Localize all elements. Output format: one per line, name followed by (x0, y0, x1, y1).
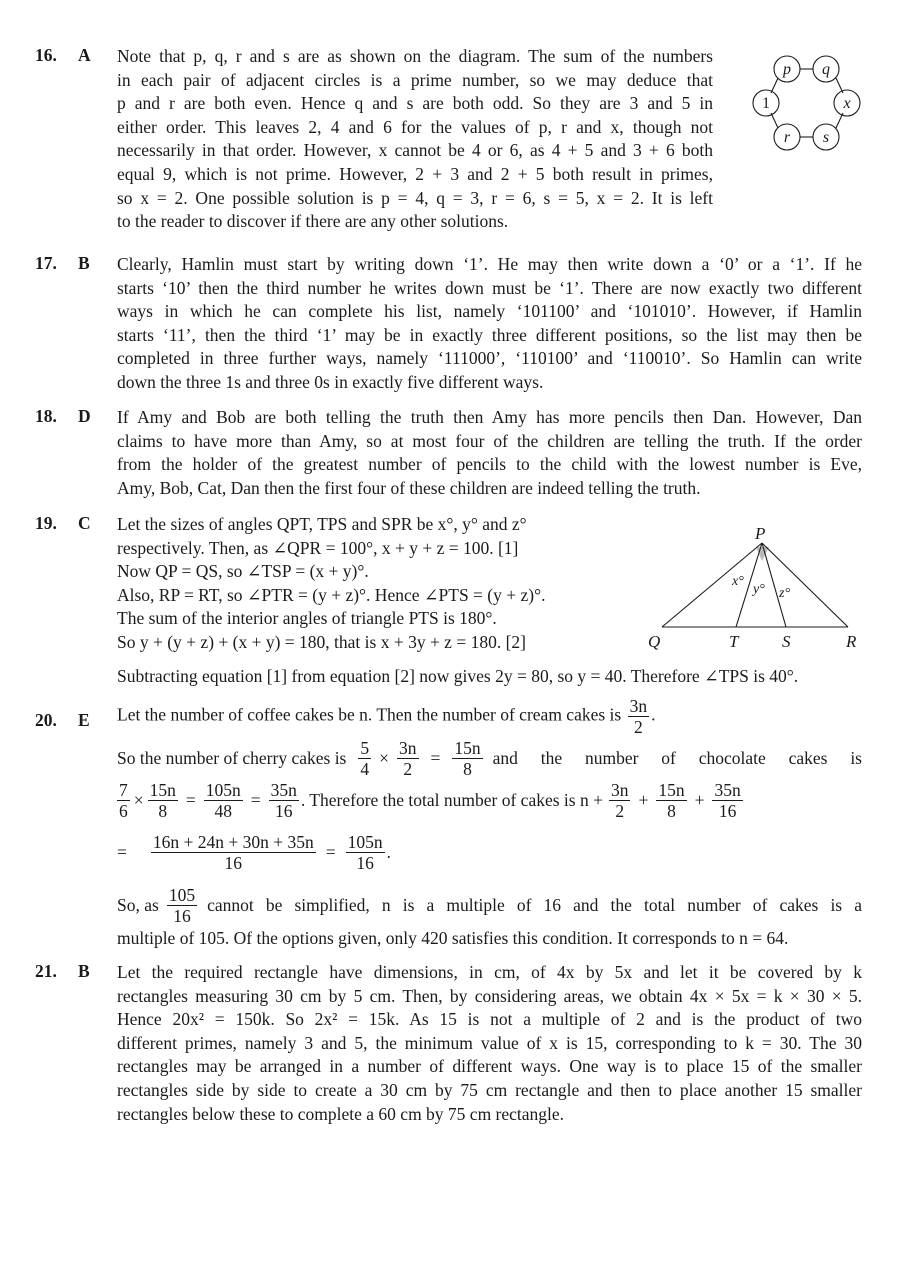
text-line: Hence 20x² = 150k. So 2x² = 15k. As 15 is not a multiple of 2 and is the product of two (117, 1009, 862, 1030)
numerator: 3n (629, 696, 648, 716)
label-T: T (729, 632, 739, 651)
final-line (117, 665, 862, 689)
fraction (151, 832, 316, 873)
numerator: 105n (347, 832, 383, 852)
fraction (358, 738, 371, 779)
denominator: 2 (628, 716, 650, 737)
fraction (656, 780, 686, 821)
text: So, as (117, 895, 159, 916)
denominator: 8 (656, 800, 686, 821)
label-S: S (782, 632, 791, 651)
solution-text (117, 253, 862, 395)
text-line: Let the required rectangle have dimensions, in cm, of 4x by 5x and let it be covered by k (117, 962, 862, 982)
text: Let the number of coffee cakes be n. Then the number of cream cakes is (117, 704, 622, 725)
denominator: 6 (119, 801, 128, 822)
text-line: equal 9, which is not prime. However, 2 + 3 and 2 + 5 both result in primes, (117, 163, 713, 184)
solution-text (117, 406, 862, 500)
text-line: necessarily in that order. However, x cannot be 4 or 6, as 4 + 5 and 3 + 6 both (117, 140, 713, 161)
fraction (712, 780, 742, 821)
math-line-2 (117, 738, 862, 779)
math-line-1 (117, 696, 655, 737)
text: . Therefore the total number of cakes is n + (300, 790, 603, 811)
answer-letter: C (78, 513, 91, 533)
label-Q: Q (648, 632, 661, 651)
question-number: 18. (35, 406, 57, 426)
text-line: down the three 1s and three 0s in exactly five different ways. (117, 371, 544, 392)
operator: × (379, 748, 389, 769)
denominator: 16 (151, 852, 316, 873)
question-number: 19. (35, 513, 57, 533)
circle-label-q: q (822, 61, 830, 78)
circle-label-1: 1 (762, 95, 770, 112)
denominator: 16 (167, 905, 197, 926)
numerator: 35n (270, 780, 297, 800)
text-line: rectangles measuring 30 cm by 5 cm. Then, by considering areas, we obtain 4x × 5x = k × 30 × 5. (117, 985, 862, 1006)
text: and the number of chocolate cakes is (492, 748, 862, 769)
text-line: completed in three further ways, namely ‘111000’, ‘110100’ and ‘110010’. So Hamlin can write (117, 348, 862, 369)
text-line: Clearly, Hamlin must start by writing down ‘1’. He may then write down a ‘0’ or a ‘1’. If he (117, 254, 862, 274)
numerator: 15n (149, 780, 176, 800)
text-line: Subtracting equation [1] from equation [2] now gives 2y = 80, so y = 40. Therefore ∠TPS is 40°. (117, 666, 799, 686)
fraction (397, 738, 419, 779)
text-line: rectangles side by side to create a 30 cm by 75 cm rectangle and then to place another 15 smaller (117, 1079, 862, 1100)
answer-letter: D (78, 406, 91, 426)
label-y: y° (753, 582, 765, 597)
math-line-5 (117, 885, 862, 926)
question-number: 21. (35, 961, 57, 981)
text-line: Also, RP = RT, so ∠PTR = (y + z)°. Hence ∠PTS = (y + z)°. (117, 584, 546, 605)
operator: = (430, 748, 441, 769)
fraction (167, 885, 197, 926)
numerator: 105n (205, 780, 241, 800)
solution-text (117, 961, 862, 1126)
numerator: 3n (399, 738, 417, 758)
label-x: x° (732, 574, 744, 589)
math-line-3 (117, 780, 745, 821)
text: multiple of 105. Of the options given, only 420 satisfies this condition. It corresponds to n = 64. (117, 928, 789, 948)
label-z: z° (779, 586, 791, 601)
operator: = (117, 842, 127, 863)
label-P: P (755, 524, 766, 543)
numerator: 7 (119, 780, 128, 800)
numerator: 16n + 24n + 30n + 35n (152, 832, 314, 852)
denominator: 4 (360, 759, 370, 780)
text-line: from the holder of the greatest number of pencils to the child with the lowest number is Eve, (117, 454, 862, 475)
math-line-4 (117, 832, 391, 873)
fraction (609, 780, 631, 821)
text-line: respectively. Then, as ∠QPR = 100°, x + y + z = 100. [1] (117, 537, 519, 558)
text-line: Let the sizes of angles QPT, TPS and SPR be x°, y° and z° (117, 514, 527, 534)
text-line: p and r are both even. Hence q and s are both odd. So they are 3 and 5 in (117, 93, 713, 114)
label-R: R (846, 632, 857, 651)
denominator: 16 (346, 852, 385, 873)
operator: = (185, 790, 196, 811)
numerator: 5 (360, 738, 370, 758)
text-line: rectangles may be arranged in a number of different ways. One way is to place 15 of the smaller (117, 1056, 862, 1077)
denominator: 16 (712, 800, 742, 821)
punct: . (386, 842, 391, 863)
answer-letter: E (78, 710, 90, 730)
answer-letter: B (78, 961, 90, 981)
operator: = (250, 790, 261, 811)
denominator: 16 (269, 800, 299, 821)
numerator: 15n (454, 738, 481, 758)
denominator: 8 (148, 800, 178, 821)
operator: + (694, 790, 705, 811)
denominator: 8 (452, 758, 482, 779)
text-line: The sum of the interior angles of triangle PTS is 180°. (117, 608, 497, 629)
operator: = (325, 842, 336, 863)
text-line: Now QP = QS, so ∠TSP = (x + y)°. (117, 561, 369, 582)
fraction (346, 832, 385, 873)
numerator: 3n (610, 780, 629, 800)
text-line: either order. This leaves 2, 4 and 6 for the values of p, r and x, though not (117, 116, 713, 137)
solution-text (117, 513, 617, 655)
operator: + (638, 790, 649, 811)
punct: . (651, 704, 656, 725)
denominator: 2 (397, 758, 419, 779)
text-line: rectangles below these to complete a 60 cm by 75 cm rectangle. (117, 1103, 565, 1124)
circle-label-s: s (822, 129, 830, 146)
numerator: 105 (168, 885, 196, 905)
text-line: claims to have more than Amy, so at most four of the children are telling the truth. If the order (117, 430, 862, 451)
fraction (148, 780, 178, 821)
triangle-diagram (640, 521, 870, 651)
fraction (117, 780, 130, 821)
text-line: ways in which he can complete his list, namely ‘101100’ and ‘101010’. However, if Hamlin (117, 301, 862, 322)
fraction (204, 780, 243, 821)
circle-label-r: r (783, 129, 791, 146)
text-line: If Amy and Bob are both telling the truth then Amy has more pencils then Dan. However, Dan (117, 407, 862, 427)
text-line: starts ‘11’, then the third ‘1’ may be in exactly three different positions, so the list may then be (117, 324, 862, 345)
answer-letter: A (78, 45, 91, 65)
fraction (628, 696, 650, 737)
text-line: to the reader to discover if there are any other solutions. (117, 211, 509, 232)
numerator: 15n (658, 780, 685, 800)
text-line: so x = 2. One possible solution is p = 4, q = 3, r = 6, s = 5, x = 2. It is left (117, 187, 713, 208)
text-line: Amy, Bob, Cat, Dan then the first four of these children are indeed telling the truth. (117, 477, 701, 498)
text: cannot be simplified, n is a multiple of 16 and the total number of cakes is a (207, 895, 862, 916)
numerator: 35n (714, 780, 741, 800)
fraction (269, 780, 299, 821)
question-number: 20. (35, 710, 57, 730)
answer-letter: B (78, 253, 90, 273)
fraction (452, 738, 482, 779)
denominator: 2 (609, 800, 631, 821)
text-line: So y + (y + z) + (x + y) = 180, that is x + 3y + z = 180. [2] (117, 631, 526, 652)
question-number: 17. (35, 253, 57, 273)
denominator: 48 (204, 800, 243, 821)
operator: × (133, 790, 144, 811)
question-number: 16. (35, 45, 57, 65)
circle-ring-diagram (750, 53, 865, 158)
text: So the number of cherry cakes is (117, 748, 347, 769)
circle-label-p: p (783, 61, 791, 78)
text-line: different primes, namely 3 and 5, the minimum value of x is 15, corresponding to k = 30. The 30 (117, 1032, 862, 1053)
circle-label-x: x (843, 95, 851, 112)
text-line: Note that p, q, r and s are as shown on the diagram. The sum of the numbers (117, 46, 713, 66)
text-line: starts ‘10’ then the third number he writes down must be ‘1’. There are now exactly two different (117, 277, 862, 298)
solution-text (117, 45, 713, 234)
math-line-6 (117, 928, 862, 949)
text-line: in each pair of adjacent circles is a prime number, so we may deduce that (117, 69, 713, 90)
